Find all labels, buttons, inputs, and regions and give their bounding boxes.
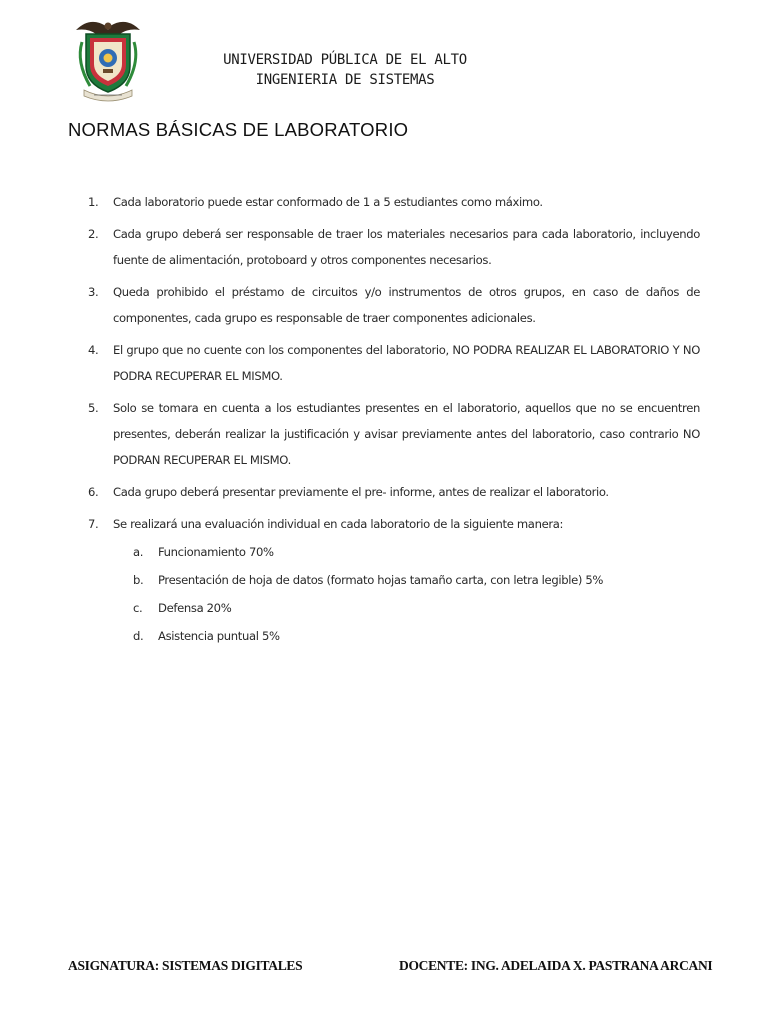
evaluation-text: Defensa 20% — [158, 601, 232, 615]
rule-text: Cada grupo deberá ser responsable de traer los materiales necesarios para cada laboratorio, incluyendo fuente de alimentación, protoboard y otros componentes necesarios. — [113, 227, 700, 267]
rule-item — [88, 221, 700, 273]
rule-text: Cada laboratorio puede estar conformado de 1 a 5 estudiantes como máximo. — [113, 195, 543, 209]
rule-text: Solo se tomara en cuenta a los estudiantes presentes en el laboratorio, aquellos que no se encuentren presentes, deberán realizar la justificación y avisar previamente antes del laboratorio, caso contrario NO PODRAN RECUPERAR EL MISMO. — [113, 401, 700, 467]
rule-item — [88, 189, 700, 215]
rule-text: Queda prohibido el préstamo de circuitos y/o instrumentos de otros grupos, en caso de daños de componentes, cada grupo es responsable de traer componentes adicionales. — [113, 285, 700, 325]
rule-item — [88, 337, 700, 389]
evaluation-text: Asistencia puntual 5% — [158, 629, 280, 643]
rule-number: 4. — [88, 343, 99, 357]
evaluation-item — [133, 539, 700, 565]
evaluation-letter: d. — [133, 629, 144, 643]
university-crest-logo — [72, 14, 144, 104]
rule-item — [88, 395, 700, 473]
evaluation-letter: c. — [133, 601, 143, 615]
evaluation-item — [133, 595, 700, 621]
rule-number: 3. — [88, 285, 99, 299]
page-footer — [68, 958, 713, 980]
university-header — [150, 50, 540, 90]
teacher-label: DOCENTE: ING. ADELAIDA X. PASTRANA ARCANI — [399, 958, 713, 973]
rule-number: 1. — [88, 195, 99, 209]
rule-number: 5. — [88, 401, 99, 415]
evaluation-letter: b. — [133, 573, 144, 587]
rule-item — [88, 479, 700, 505]
rule-number: 2. — [88, 227, 99, 241]
evaluation-letter: a. — [133, 545, 144, 559]
rules-list — [88, 189, 700, 657]
rule-item — [88, 511, 700, 651]
evaluation-item — [133, 623, 700, 649]
subject-label: ASIGNATURA: SISTEMAS DIGITALES — [68, 958, 303, 973]
rule-number: 6. — [88, 485, 99, 499]
evaluation-list — [113, 539, 700, 649]
rule-text: Cada grupo deberá presentar previamente el pre- informe, antes de realizar el laboratorio. — [113, 485, 609, 499]
university-name: UNIVERSIDAD PÚBLICA DE EL ALTO — [223, 52, 467, 68]
evaluation-text: Presentación de hoja de datos (formato hojas tamaño carta, con letra legible) 5% — [158, 573, 604, 587]
page-title: NORMAS BÁSICAS DE LABORATORIO — [68, 119, 409, 140]
rule-text: Se realizará una evaluación individual en cada laboratorio de la siguiente manera: — [113, 517, 564, 531]
rule-number: 7. — [88, 517, 99, 531]
evaluation-item — [133, 567, 700, 593]
rule-text: El grupo que no cuente con los componentes del laboratorio, NO PODRA REALIZAR EL LABORATORIO Y NO PODRA RECUPERAR EL MISMO. — [113, 343, 700, 383]
rule-item — [88, 279, 700, 331]
rule-text-container — [113, 511, 700, 651]
department-name: INGENIERIA DE SISTEMAS — [255, 72, 435, 88]
evaluation-text: Funcionamiento 70% — [158, 545, 274, 559]
